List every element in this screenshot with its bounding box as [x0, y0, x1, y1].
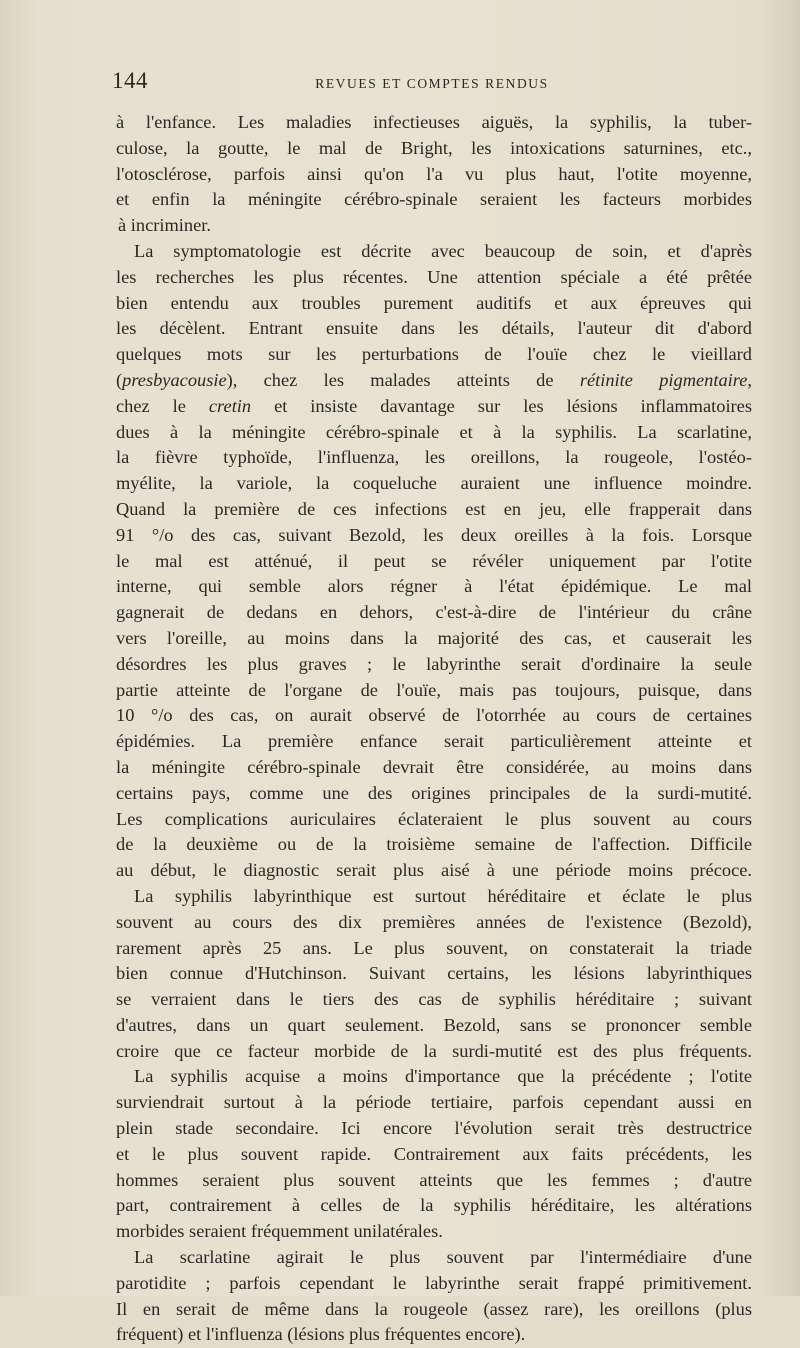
text-line: la méningite cérébro-spinale devrait être considérée, au moins dans — [116, 756, 752, 777]
text-line: de la deuxième ou de la troisième semaine de l'affection. Difficile — [116, 834, 752, 855]
page-header — [112, 64, 752, 94]
text-line: myélite, la variole, la coqueluche auraient une influence moindre. — [116, 473, 752, 494]
text-line: fréquent) et l'influenza (lésions plus fréquentes encore). — [116, 1324, 526, 1345]
italic-term: presbyacousie — [122, 369, 227, 390]
text-line: surviendrait surtout à la période tertiaire, parfois cependant aussi en — [116, 1092, 752, 1113]
text-line: souvent au cours des dix premières années de l'existence (Bezold), — [116, 911, 752, 932]
text-line: plein stade secondaire. Ici encore l'évolution serait très destructrice — [116, 1118, 752, 1139]
text-line: part, contrairement à celles de la syphilis héréditaire, les altérations — [116, 1195, 752, 1216]
text-line: Quand la première de ces infections est en jeu, elle frapperait dans — [116, 498, 752, 519]
text-line: bien connue d'Hutchinson. Suivant certains, les lésions labyrinthiques — [116, 963, 752, 984]
text-fragment: chez le — [116, 395, 209, 416]
text-line: la fièvre typhoïde, l'influenza, les oreillons, la rougeole, l'ostéo- — [116, 447, 752, 468]
text-line: morbides seraient fréquemment unilatérales. — [116, 1221, 443, 1242]
text-fragment: et insiste davantage sur les lésions inflammatoires — [251, 395, 752, 416]
page-number: 144 — [112, 68, 148, 93]
text-line: parotidite ; parfois cependant le labyrinthe serait frappé primitivement. — [116, 1272, 752, 1293]
italic-term: rétinite pigmentaire — [579, 369, 748, 390]
text-line: rarement après 25 ans. Le plus souvent, on constaterait la triade — [116, 937, 752, 958]
text-line: 10 °/o des cas, on aurait observé de l'otorrhée au cours de certaines — [116, 705, 752, 726]
text-line: croire que ce facteur morbide de la surdi-mutité est des plus fréquents. — [116, 1040, 752, 1061]
text-line: partie atteinte de l'organe de l'ouïe, mais pas toujours, puisque, dans — [116, 679, 752, 700]
italic-term: cretin — [208, 395, 252, 416]
text-line: les recherches les plus récentes. Une attention spéciale a été prêtée — [116, 266, 752, 287]
text-line: bien entendu aux troubles purement auditifs et aux épreuves qui — [116, 292, 752, 313]
text-line: au début, le diagnostic serait plus aisé à une période moins précoce. — [116, 860, 752, 881]
text-line: La syphilis labyrinthique est surtout héréditaire et éclate le plus — [134, 885, 752, 906]
text-line: le mal est atténué, il peut se révéler uniquement par l'otite — [116, 550, 752, 571]
text-line: se verraient dans le tiers des cas de syphilis héréditaire ; suivant — [116, 989, 752, 1010]
text-line: épidémies. La première enfance serait particulièrement atteinte et — [116, 731, 752, 752]
text-line: culose, la goutte, le mal de Bright, les intoxications saturnines, etc., — [116, 137, 752, 158]
running-title: REVUES ET COMPTES RENDUS — [315, 76, 549, 91]
text-line: interne, qui semble alors régner à l'état épidémique. Le mal — [116, 576, 752, 597]
text-line: quelques mots sur les perturbations de l'ouïe chez le vieillard — [116, 344, 752, 365]
text-line: La scarlatine agirait le plus souvent par l'intermédiaire d'une — [134, 1247, 752, 1268]
text-line: hommes seraient plus souvent atteints que les femmes ; d'autre — [116, 1169, 752, 1190]
text-line: et le plus souvent rapide. Contrairement aux faits précédents, les — [116, 1143, 752, 1164]
text-fragment: ( — [116, 369, 123, 390]
text-line: d'autres, dans un quart seulement. Bezold, sans se prononcer semble — [116, 1014, 752, 1035]
text-line: l'otosclérose, parfois ainsi qu'on l'a vu plus haut, l'otite moyenne, — [116, 163, 752, 184]
text-line: à l'enfance. Les maladies infectieuses aiguës, la syphilis, la tuber- — [116, 112, 752, 132]
text-line — [116, 394, 752, 420]
text-line: Il en serait de même dans la rougeole (assez rare), les oreillons (plus — [116, 1298, 752, 1319]
text-line: vers l'oreille, au moins dans la majorité des cas, et causerait les — [116, 627, 752, 648]
text-line: les décèlent. Entrant ensuite dans les détails, l'auteur dit d'abord — [116, 318, 752, 339]
text-line: gagnerait de dedans en dehors, c'est-à-dire de l'intérieur du crâne — [116, 602, 752, 623]
body-text — [116, 110, 752, 1348]
text-line: et enfin la méningite cérébro-spinale seraient les facteurs morbides — [116, 189, 752, 210]
text-line: La syphilis acquise a moins d'importance que la précédente ; l'otite — [134, 1066, 752, 1087]
text-fragment: , — [747, 369, 752, 390]
text-line — [116, 368, 752, 394]
text-line: Les complications auriculaires éclateraient le plus souvent au cours — [116, 808, 752, 829]
text-line: certains pays, comme une des origines principales de la surdi-mutité. — [116, 782, 752, 803]
text-line: 91 °/o des cas, suivant Bezold, les deux oreilles à la fois. Lorsque — [116, 524, 752, 545]
text-line: dues à la méningite cérébro-spinale et à la syphilis. La scarlatine, — [116, 421, 752, 442]
text-line: La symptomatologie est décrite avec beaucoup de soin, et d'après — [134, 240, 752, 261]
text-fragment: ), chez les malades atteints de — [226, 369, 580, 390]
text-line: désordres les plus graves ; le labyrinthe serait d'ordinaire la seule — [116, 653, 752, 674]
text-line: à incriminer. — [118, 215, 211, 236]
